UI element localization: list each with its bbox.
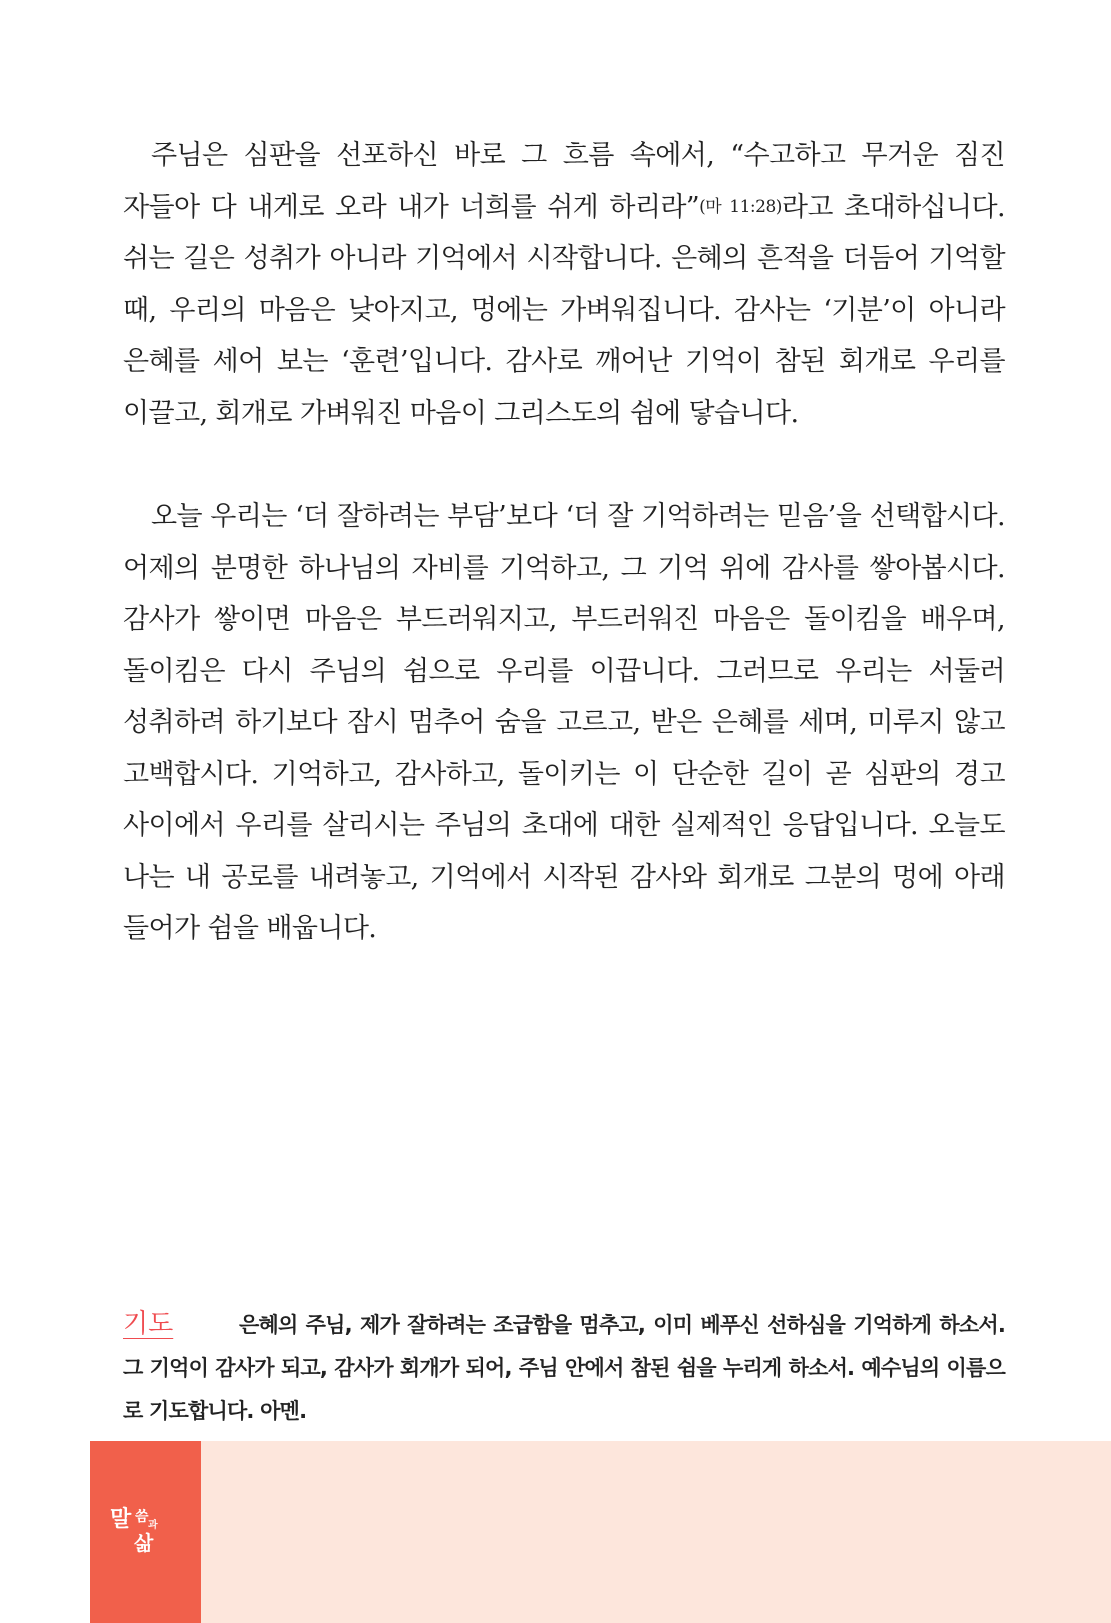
body-paragraph-2: 오늘 우리는 ‘더 잘하려는 부담’보다 ‘더 잘 기억하려는 믿음’을 선택합시다. 어제의 분명한 하나님의 자비를 기억하고, 그 기억 위에 감사를 쌓아봅시다. 감사가 쌓이면 마음은 부드러워지고, 부드러워진 마음은 돌이킴을 배우며, 돌이킴은 다시 주님의 쉼으로 우리를 이끕니다. 그러므로 우리는 서둘러 성취하려 하기보다 잠시 멈추어 숨을 고르고, 받은 은혜를 세며, 미루지 않고 고백합시다. 기억하고, 감사하고, 돌이키는 이 단순한 길이 곧 심판의 경고 사이에서 우리를 살리시는 주님의 초대에 대한 실제적인 응답입니다. 오늘도 나는 내 공로를 내려놓고, 기억에서 시작된 감사와 회개로 그분의 멍에 아래 들어가 쉼을 배웁니다.: [123, 501, 1005, 944]
paragraph-1-text-a: 주님은 심판을 선포하신 바로 그 흐름 속에서, “수고하고 무거운 짐진 자들아 다 내게로 오라 내가 너희를 쉬게 하리라”: [123, 140, 1005, 223]
logo-char-3: 과: [148, 1520, 158, 1531]
devotional-body: [123, 130, 1005, 955]
scripture-reference: (마 11:28): [699, 196, 782, 217]
paragraph-1-text-b: 라고 초대하십니다. 쉬는 길은 성취가 아니라 기억에서 시작합니다. 은혜의 흔적을 더듬어 기억할 때, 우리의 마음은 낮아지고, 멍에는 가벼워집니다. 감사는 ‘기분’이 아니라 은혜를 세어 보는 ‘훈련’입니다. 감사로 깨어난 기억이 참된 회개로 우리를 이끌고, 회개로 가벼워진 마음이 그리스도의 쉼에 닿습니다.: [123, 191, 1005, 429]
publication-logo: [108, 1508, 186, 1568]
footer-band: [90, 1441, 1111, 1623]
prayer-text: 은혜의 주님, 제가 잘하려는 조급함을 멈추고, 이미 베푸신 선하심을 기억하게 하소서. 그 기억이 감사가 되고, 감사가 회개가 되어, 주님 안에서 참된 쉼을 누리게 하소서. 예수님의 이름으로 기도합니다. 아멘.: [123, 1313, 1005, 1423]
body-paragraph-1: [123, 130, 1005, 439]
logo-char-4: 삶: [134, 1531, 154, 1555]
prayer-section: [123, 1303, 1005, 1433]
prayer-label: 기도: [123, 1309, 174, 1339]
logo-char-2: 씀: [135, 1509, 148, 1525]
logo-char-1: 말: [110, 1507, 132, 1532]
